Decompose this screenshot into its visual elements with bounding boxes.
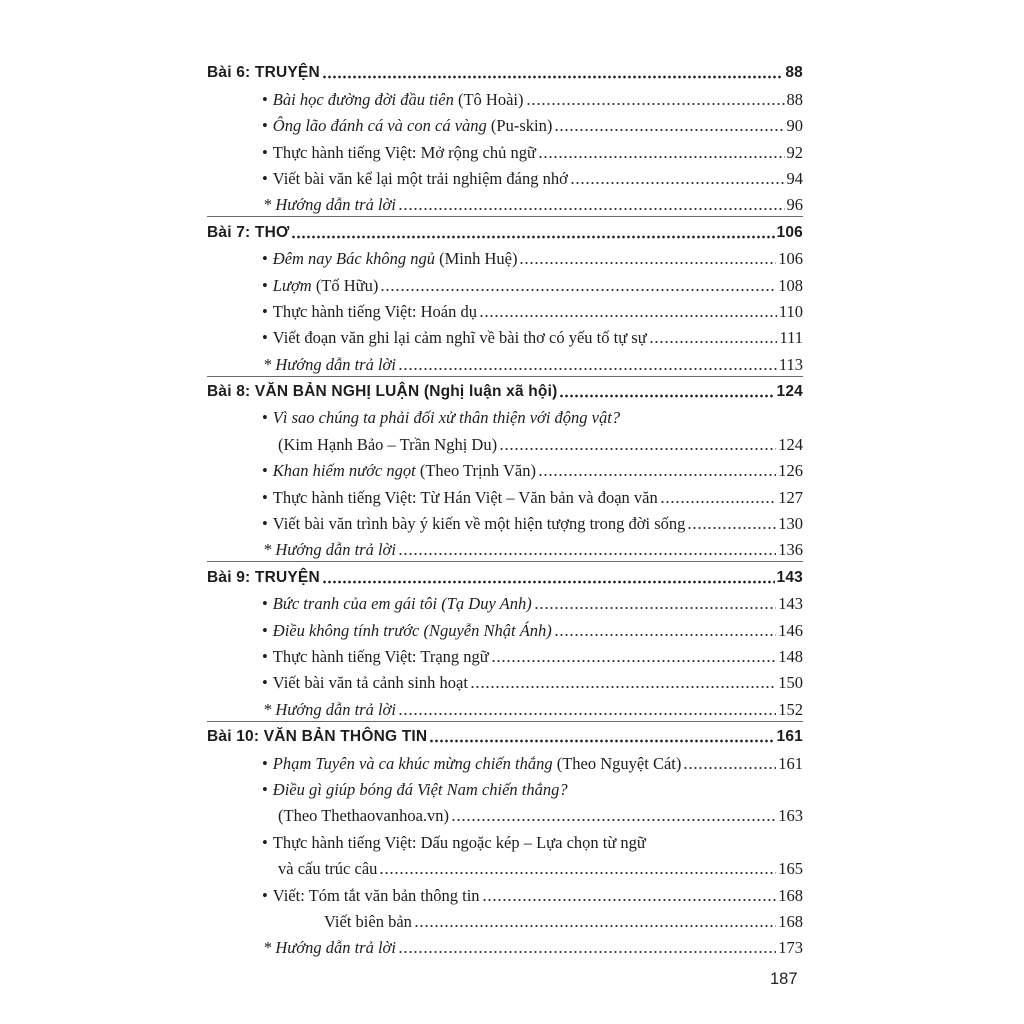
section-title: Bài 7: THƠ bbox=[207, 223, 290, 241]
entry-label bbox=[262, 753, 681, 775]
leader-dots bbox=[519, 261, 776, 265]
entry-page: 130 bbox=[778, 514, 803, 534]
section-title: Bài 8: VĂN BẢN NGHỊ LUẬN (Nghị luận xã hội) bbox=[207, 383, 558, 401]
toc-entry-continuation[interactable] bbox=[207, 429, 803, 455]
toc-entry[interactable] bbox=[207, 880, 803, 906]
entry-continuation: (Kim Hạnh Bảo – Trần Nghị Du) bbox=[278, 434, 498, 454]
entry-text: (Theo Nguyệt Cát) bbox=[552, 753, 682, 773]
leader-dots bbox=[499, 447, 776, 451]
entry-text: Viết bài văn tả cảnh sinh hoạt bbox=[272, 673, 468, 693]
entry-page: 110 bbox=[778, 301, 803, 321]
entry-text: (Tô Hoài) bbox=[453, 89, 524, 109]
leader-dots bbox=[429, 739, 774, 743]
entry-label bbox=[262, 832, 646, 854]
leader-dots bbox=[398, 367, 777, 371]
entry-continuation: (Theo Thethaovanhoa.vn) bbox=[278, 806, 450, 826]
leader-dots bbox=[322, 75, 784, 79]
entry-text: (Tố Hữu) bbox=[311, 275, 379, 295]
bullet-icon: • bbox=[262, 832, 268, 852]
entry-label bbox=[262, 513, 685, 535]
page-number: 187 bbox=[770, 970, 798, 988]
bullet-icon: • bbox=[262, 275, 268, 295]
leader-dots bbox=[482, 898, 777, 902]
leader-dots bbox=[683, 766, 776, 770]
entry-title: Bức tranh của em gái tôi (Tạ Duy Anh) bbox=[272, 594, 532, 614]
entry-page: 163 bbox=[778, 806, 803, 826]
bullet-icon: • bbox=[262, 753, 268, 773]
entry-extra-label: Viết biên bản bbox=[324, 911, 412, 931]
entry-label bbox=[262, 248, 517, 270]
entry-label bbox=[262, 407, 620, 429]
entry-page: 124 bbox=[778, 434, 803, 454]
table-of-contents bbox=[207, 58, 803, 959]
leader-dots bbox=[451, 818, 776, 822]
bullet-icon: • bbox=[262, 328, 268, 348]
leader-dots bbox=[687, 526, 776, 530]
answer-guide-page: 173 bbox=[778, 938, 803, 958]
entry-text: Thực hành tiếng Việt: Dấu ngoặc kép – Lựa chọn từ ngữ bbox=[272, 832, 646, 852]
entry-label bbox=[262, 460, 536, 482]
bullet-icon: • bbox=[262, 116, 268, 136]
toc-entry[interactable] bbox=[207, 270, 803, 296]
section-title: Bài 9: TRUYỆN bbox=[207, 568, 320, 586]
entry-page: 90 bbox=[786, 116, 803, 136]
toc-entry[interactable] bbox=[207, 748, 803, 774]
entry-title: Ông lão đánh cá và con cá vàng bbox=[272, 116, 487, 136]
entry-continuation: và cấu trúc câu bbox=[278, 859, 378, 879]
entry-text: Viết bài văn kể lại một trải nghiệm đáng nhớ bbox=[272, 168, 568, 188]
entry-text: (Theo Trịnh Văn) bbox=[415, 461, 536, 481]
toc-entry[interactable] bbox=[207, 323, 803, 349]
entry-title: Điều gì giúp bóng đá Việt Nam chiến thắng? bbox=[272, 779, 568, 799]
entry-text: Thực hành tiếng Việt: Từ Hán Việt – Văn bản và đoạn văn bbox=[272, 487, 658, 507]
entry-page: 127 bbox=[778, 487, 803, 507]
answer-guide-entry[interactable] bbox=[207, 535, 803, 561]
section-title: Bài 10: VĂN BẢN THÔNG TIN bbox=[207, 728, 428, 746]
entry-label bbox=[262, 89, 524, 111]
leader-dots bbox=[398, 207, 785, 211]
bullet-icon: • bbox=[262, 487, 268, 507]
entry-page: 106 bbox=[778, 249, 803, 269]
entry-title: Vì sao chúng ta phải đối xử thân thiện với động vật? bbox=[272, 408, 621, 428]
section-heading[interactable] bbox=[207, 722, 803, 748]
answer-guide-label: * Hướng dẫn trả lời bbox=[263, 354, 396, 374]
entry-label bbox=[262, 327, 647, 349]
toc-entry[interactable] bbox=[207, 589, 803, 615]
toc-entry[interactable] bbox=[207, 668, 803, 694]
leader-dots bbox=[491, 659, 777, 663]
bullet-icon: • bbox=[262, 885, 268, 905]
leader-dots bbox=[470, 685, 776, 689]
entry-label bbox=[262, 142, 536, 164]
leader-dots bbox=[570, 181, 785, 185]
entry-page: 108 bbox=[778, 275, 803, 295]
entry-page: 165 bbox=[778, 859, 803, 879]
section-page: 124 bbox=[776, 383, 803, 401]
answer-guide-page: 113 bbox=[778, 354, 803, 374]
bullet-icon: • bbox=[262, 646, 268, 666]
answer-guide-entry[interactable] bbox=[207, 933, 803, 959]
leader-dots bbox=[379, 871, 776, 875]
answer-guide-page: 152 bbox=[778, 699, 803, 719]
bullet-icon: • bbox=[262, 779, 268, 799]
entry-page: 88 bbox=[786, 89, 803, 109]
answer-guide-label: * Hướng dẫn trả lời bbox=[263, 938, 396, 958]
bullet-icon: • bbox=[262, 408, 268, 428]
entry-title: Bài học đường đời đầu tiên bbox=[272, 89, 454, 109]
entry-page: 146 bbox=[778, 620, 803, 640]
leader-dots bbox=[534, 606, 777, 610]
entry-label bbox=[262, 487, 658, 509]
entry-label bbox=[262, 593, 532, 615]
entry-label bbox=[262, 779, 568, 801]
entry-page: 94 bbox=[786, 168, 803, 188]
leader-dots bbox=[322, 580, 775, 584]
toc-entry[interactable] bbox=[207, 456, 803, 482]
section-heading[interactable] bbox=[207, 562, 803, 588]
entry-title: Điều không tính trước (Nguyễn Nhật Ánh) bbox=[272, 620, 552, 640]
entry-label bbox=[262, 620, 552, 642]
answer-guide-entry[interactable] bbox=[207, 349, 803, 375]
entry-page: 161 bbox=[778, 753, 803, 773]
entry-text: (Minh Huệ) bbox=[435, 249, 518, 269]
toc-entry[interactable] bbox=[207, 509, 803, 535]
section-page: 161 bbox=[776, 728, 803, 746]
leader-dots bbox=[398, 712, 776, 716]
leader-dots bbox=[291, 235, 774, 239]
leader-dots bbox=[538, 155, 785, 159]
bullet-icon: • bbox=[262, 461, 268, 481]
leader-dots bbox=[398, 950, 776, 954]
toc-entry[interactable] bbox=[207, 164, 803, 190]
leader-dots bbox=[660, 500, 777, 504]
entry-text: Thực hành tiếng Việt: Hoán dụ bbox=[272, 301, 478, 321]
leader-dots bbox=[398, 552, 776, 556]
entry-text: Viết bài văn trình bày ý kiến về một hiện tượng trong đời sống bbox=[272, 514, 686, 534]
leader-dots bbox=[554, 128, 784, 132]
entry-label bbox=[262, 672, 468, 694]
toc-entry[interactable] bbox=[207, 111, 803, 137]
toc-entry[interactable] bbox=[207, 297, 803, 323]
toc-entry[interactable] bbox=[207, 403, 803, 429]
toc-entry[interactable] bbox=[207, 775, 803, 801]
entry-page: 126 bbox=[778, 461, 803, 481]
leader-dots bbox=[479, 314, 777, 318]
answer-guide-label: * Hướng dẫn trả lời bbox=[263, 195, 396, 215]
bullet-icon: • bbox=[262, 620, 268, 640]
bullet-icon: • bbox=[262, 249, 268, 269]
entry-text: (Pu-skin) bbox=[486, 116, 553, 136]
leader-dots bbox=[380, 288, 776, 292]
entry-label bbox=[262, 275, 378, 297]
entry-page: 168 bbox=[778, 885, 803, 905]
leader-dots bbox=[414, 924, 776, 928]
entry-text: Viết đoạn văn ghi lại cảm nghĩ về bài thơ có yếu tố tự sự bbox=[272, 328, 647, 348]
answer-guide-label: * Hướng dẫn trả lời bbox=[263, 540, 396, 560]
toc-entry[interactable] bbox=[207, 615, 803, 641]
entry-page: 148 bbox=[778, 646, 803, 666]
entry-label bbox=[262, 885, 480, 907]
answer-guide-page: 96 bbox=[786, 195, 803, 215]
bullet-icon: • bbox=[262, 142, 268, 162]
section-heading[interactable] bbox=[207, 377, 803, 403]
bullet-icon: • bbox=[262, 168, 268, 188]
toc-entry[interactable] bbox=[207, 482, 803, 508]
toc-entry[interactable] bbox=[207, 137, 803, 163]
answer-guide-page: 136 bbox=[778, 540, 803, 560]
leader-dots bbox=[526, 102, 785, 106]
entry-extra-page: 168 bbox=[778, 911, 803, 931]
entry-title: Đêm nay Bác không ngủ bbox=[272, 249, 435, 269]
entry-title: Phạm Tuyên và ca khúc mừng chiến thắng bbox=[272, 753, 553, 773]
section-title: Bài 6: TRUYỆN bbox=[207, 64, 320, 82]
section-page: 106 bbox=[776, 223, 803, 241]
leader-dots bbox=[559, 394, 774, 398]
toc-entry[interactable] bbox=[207, 827, 803, 853]
leader-dots bbox=[649, 340, 778, 344]
entry-page: 150 bbox=[778, 673, 803, 693]
section-heading[interactable] bbox=[207, 58, 803, 84]
answer-guide-entry[interactable] bbox=[207, 190, 803, 216]
leader-dots bbox=[538, 473, 776, 477]
section-page: 143 bbox=[776, 568, 803, 586]
entry-page: 143 bbox=[778, 594, 803, 614]
section-heading[interactable] bbox=[207, 217, 803, 243]
bullet-icon: • bbox=[262, 673, 268, 693]
section-page: 88 bbox=[785, 64, 803, 82]
leader-dots bbox=[554, 633, 776, 637]
entry-text: Thực hành tiếng Việt: Mở rộng chủ ngữ bbox=[272, 142, 536, 162]
entry-page: 111 bbox=[779, 328, 803, 348]
entry-label bbox=[262, 115, 552, 137]
entry-text: Thực hành tiếng Việt: Trạng ngữ bbox=[272, 646, 489, 666]
entry-label bbox=[262, 646, 489, 668]
toc-entry-continuation[interactable] bbox=[207, 854, 803, 880]
entry-text: Viết: Tóm tắt văn bản thông tin bbox=[272, 885, 480, 905]
entry-title: Lượm bbox=[272, 275, 312, 295]
bullet-icon: • bbox=[262, 301, 268, 321]
answer-guide-label: * Hướng dẫn trả lời bbox=[263, 699, 396, 719]
entry-title: Khan hiếm nước ngọt bbox=[272, 461, 416, 481]
toc-entry-extra[interactable] bbox=[207, 907, 803, 933]
toc-entry[interactable] bbox=[207, 244, 803, 270]
answer-guide-entry[interactable] bbox=[207, 694, 803, 720]
bullet-icon: • bbox=[262, 594, 268, 614]
entry-label bbox=[262, 301, 477, 323]
toc-entry[interactable] bbox=[207, 642, 803, 668]
bullet-icon: • bbox=[262, 514, 268, 534]
entry-label bbox=[262, 168, 568, 190]
entry-page: 92 bbox=[786, 142, 803, 162]
bullet-icon: • bbox=[262, 89, 268, 109]
toc-entry[interactable] bbox=[207, 84, 803, 110]
toc-entry-continuation[interactable] bbox=[207, 801, 803, 827]
